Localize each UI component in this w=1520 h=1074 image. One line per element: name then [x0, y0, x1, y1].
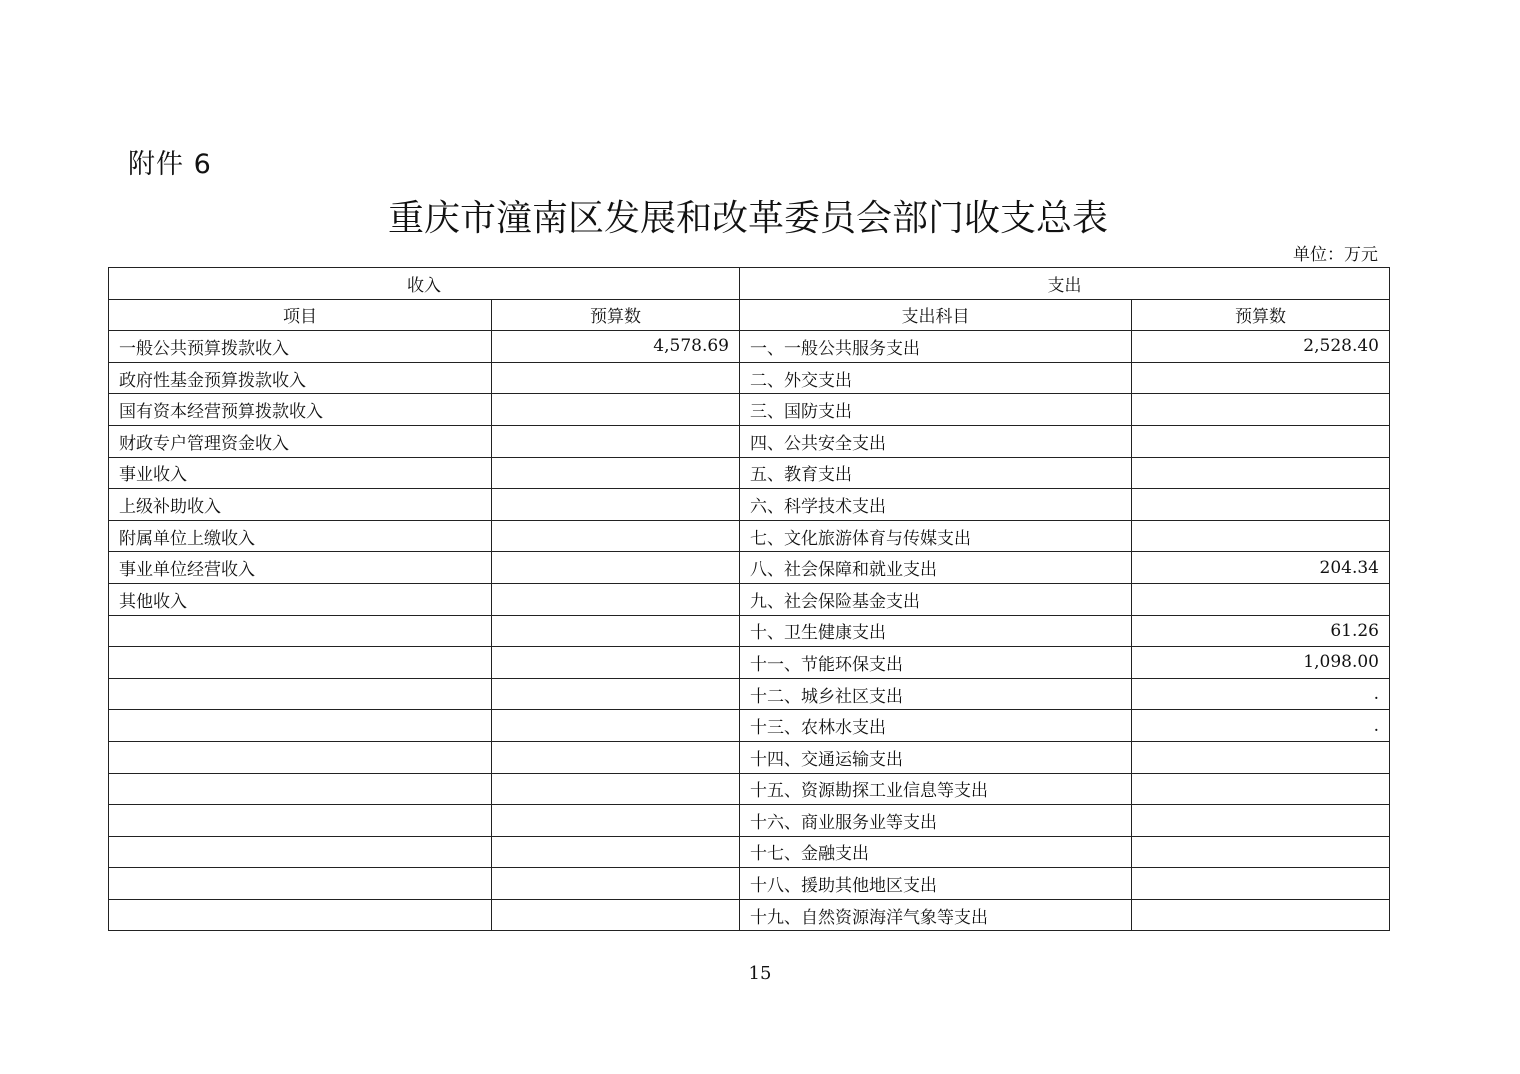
table-row [109, 773, 1390, 805]
income-amount-cell [492, 805, 740, 837]
income-item-cell [109, 678, 492, 710]
income-expenditure-table [108, 267, 1390, 931]
table-row [109, 394, 1390, 426]
expense-amount-cell [1132, 520, 1390, 552]
header-item: 项目 [109, 299, 492, 331]
income-item-cell [109, 741, 492, 773]
income-amount-cell [492, 425, 740, 457]
income-item-cell: 国有资本经营预算拨款收入 [109, 394, 492, 426]
expense-item-cell: 五、教育支出 [740, 457, 1132, 489]
expense-amount-cell: 2,528.40 [1132, 331, 1390, 363]
income-item-cell: 其他收入 [109, 583, 492, 615]
expense-item-cell: 三、国防支出 [740, 394, 1132, 426]
income-amount-cell [492, 362, 740, 394]
income-amount-cell [492, 394, 740, 426]
expense-item-cell: 八、社会保障和就业支出 [740, 552, 1132, 584]
income-item-cell [109, 868, 492, 900]
income-item-cell [109, 899, 492, 931]
header-expense-item: 支出科目 [740, 299, 1132, 331]
income-amount-cell [492, 489, 740, 521]
expense-amount-cell [1132, 489, 1390, 521]
table-row [109, 583, 1390, 615]
expense-item-cell: 十七、金融支出 [740, 836, 1132, 868]
income-amount-cell [492, 773, 740, 805]
expense-amount-cell [1132, 773, 1390, 805]
income-amount-cell [492, 678, 740, 710]
income-amount-cell [492, 615, 740, 647]
header-income: 收入 [109, 268, 740, 300]
income-amount-cell [492, 552, 740, 584]
table-row [109, 520, 1390, 552]
income-item-cell [109, 836, 492, 868]
table-row [109, 647, 1390, 679]
expense-item-cell: 十二、城乡社区支出 [740, 678, 1132, 710]
table-row [109, 678, 1390, 710]
expense-item-cell: 九、社会保险基金支出 [740, 583, 1132, 615]
table-row [109, 836, 1390, 868]
income-amount-cell [492, 868, 740, 900]
table-header-row-columns [109, 299, 1390, 331]
attachment-label: 附件 6 [128, 149, 212, 180]
expense-amount-cell [1132, 836, 1390, 868]
table-row [109, 899, 1390, 931]
expense-item-cell: 十四、交通运输支出 [740, 741, 1132, 773]
income-amount-cell [492, 836, 740, 868]
expense-item-cell: 十八、援助其他地区支出 [740, 868, 1132, 900]
expense-amount-cell [1132, 805, 1390, 837]
expense-item-cell: 十、卫生健康支出 [740, 615, 1132, 647]
income-amount-cell [492, 520, 740, 552]
income-item-cell [109, 710, 492, 742]
income-item-cell: 上级补助收入 [109, 489, 492, 521]
income-item-cell [109, 773, 492, 805]
expense-amount-cell [1132, 425, 1390, 457]
expense-amount-cell [1132, 899, 1390, 931]
table-body [109, 331, 1390, 931]
expense-item-cell: 二、外交支出 [740, 362, 1132, 394]
expense-item-cell: 十六、商业服务业等支出 [740, 805, 1132, 837]
income-amount-cell [492, 647, 740, 679]
expense-amount-cell [1132, 457, 1390, 489]
income-item-cell: 事业单位经营收入 [109, 552, 492, 584]
table-row [109, 710, 1390, 742]
table-row [109, 868, 1390, 900]
header-budget-expense: 预算数 [1132, 299, 1390, 331]
income-item-cell: 事业收入 [109, 457, 492, 489]
table-row [109, 362, 1390, 394]
expense-item-cell: 七、文化旅游体育与传媒支出 [740, 520, 1132, 552]
income-amount-cell: 4,578.69 [492, 331, 740, 363]
table-row [109, 741, 1390, 773]
expense-amount-cell: 61.26 [1132, 615, 1390, 647]
expense-amount-cell: 1,098.00 [1132, 647, 1390, 679]
income-item-cell: 财政专户管理资金收入 [109, 425, 492, 457]
income-amount-cell [492, 899, 740, 931]
expense-amount-cell [1132, 362, 1390, 394]
header-budget-income: 预算数 [492, 299, 740, 331]
expense-amount-cell: . [1132, 678, 1390, 710]
income-item-cell: 附属单位上缴收入 [109, 520, 492, 552]
income-item-cell [109, 647, 492, 679]
income-item-cell: 政府性基金预算拨款收入 [109, 362, 492, 394]
table-row [109, 331, 1390, 363]
expense-amount-cell [1132, 394, 1390, 426]
header-expenditure: 支出 [740, 268, 1390, 300]
expense-item-cell: 一、一般公共服务支出 [740, 331, 1132, 363]
income-item-cell: 一般公共预算拨款收入 [109, 331, 492, 363]
table-row [109, 425, 1390, 457]
expense-amount-cell: . [1132, 710, 1390, 742]
expense-item-cell: 十五、资源勘探工业信息等支出 [740, 773, 1132, 805]
expense-amount-cell [1132, 741, 1390, 773]
expense-item-cell: 四、公共安全支出 [740, 425, 1132, 457]
table-row [109, 615, 1390, 647]
expense-amount-cell: 204.34 [1132, 552, 1390, 584]
table-row [109, 805, 1390, 837]
income-amount-cell [492, 741, 740, 773]
income-amount-cell [492, 583, 740, 615]
expense-amount-cell [1132, 868, 1390, 900]
expense-item-cell: 六、科学技术支出 [740, 489, 1132, 521]
income-amount-cell [492, 710, 740, 742]
table-row [109, 489, 1390, 521]
income-item-cell [109, 805, 492, 837]
income-amount-cell [492, 457, 740, 489]
expense-amount-cell [1132, 583, 1390, 615]
expense-item-cell: 十九、自然资源海洋气象等支出 [740, 899, 1132, 931]
page-number: 15 [748, 963, 772, 984]
unit-label: 单位：万元 [1293, 245, 1378, 265]
table-header-row-group [109, 268, 1390, 300]
income-item-cell [109, 615, 492, 647]
table-row [109, 457, 1390, 489]
expense-item-cell: 十一、节能环保支出 [740, 647, 1132, 679]
page-title: 重庆市潼南区发展和改革委员会部门收支总表 [387, 198, 1108, 239]
expense-item-cell: 十三、农林水支出 [740, 710, 1132, 742]
table-row [109, 552, 1390, 584]
